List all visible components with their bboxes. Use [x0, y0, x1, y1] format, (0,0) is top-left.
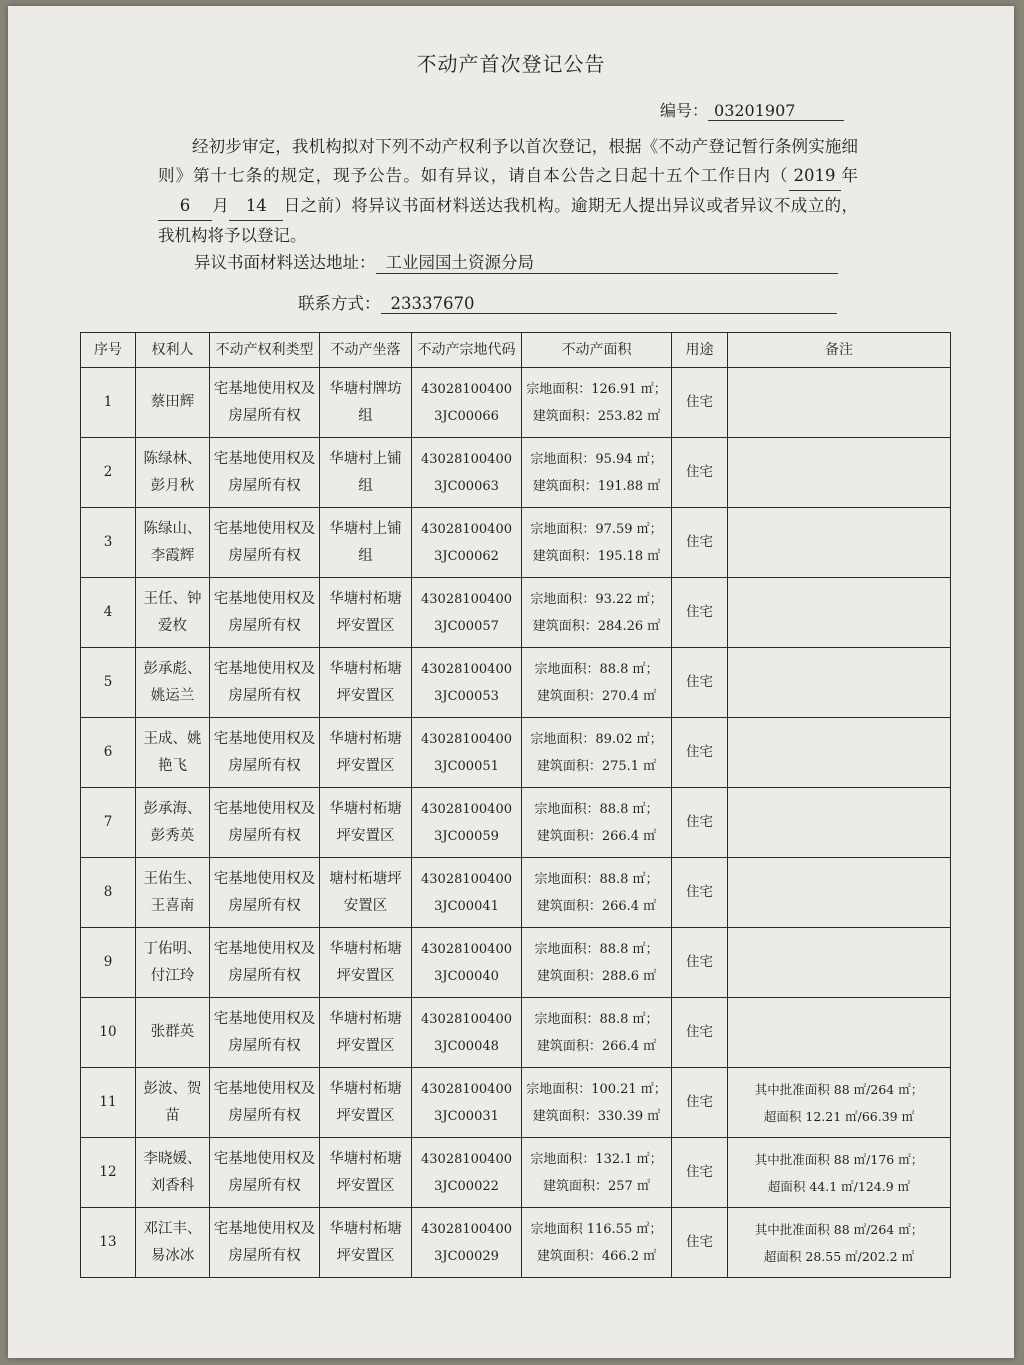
area-cell: 宗地面积：88.8 ㎡； 建筑面积：266.4 ㎡ [522, 788, 672, 858]
owner-cell: 李晓媛、刘香科 [136, 1138, 210, 1208]
parcel-code-cell: 43028100400 3JC00040 [412, 928, 522, 998]
location-cell: 塘村柘塘坪安置区 [320, 858, 412, 928]
table-row [81, 648, 951, 718]
table-row [81, 508, 951, 578]
notice-year: 2019 [789, 161, 841, 191]
page-title: 不动产首次登记公告 [416, 52, 606, 76]
table-row [81, 368, 951, 438]
remarks-cell [728, 508, 951, 578]
address-value: 工业园国土资源分局 [376, 249, 838, 274]
notice-day: 14 [229, 191, 283, 221]
usage-cell: 住宅 [672, 438, 728, 508]
usage-cell: 住宅 [672, 788, 728, 858]
header-cell: 不动产宗地代码 [412, 333, 522, 368]
notice-paragraph [158, 132, 858, 250]
row-number: 5 [81, 648, 136, 718]
table-row [81, 788, 951, 858]
header-cell: 不动产权利类型 [210, 333, 320, 368]
owner-cell: 彭承彪、姚运兰 [136, 648, 210, 718]
contact-label: 联系方式： [298, 294, 381, 313]
remarks-cell [728, 928, 951, 998]
usage-cell: 住宅 [672, 368, 728, 438]
notice-text-2: 日之前）将异议书面材料送达我机构。逾期无人提出异议或者异议不成立的，我机构将予以登记。 [158, 196, 859, 245]
remarks-cell [728, 648, 951, 718]
location-cell: 华塘村柘塘坪安置区 [320, 1068, 412, 1138]
row-number: 1 [81, 368, 136, 438]
notice-month-unit: 月 [212, 196, 230, 215]
document-page [8, 6, 1014, 1358]
row-number: 3 [81, 508, 136, 578]
header-cell: 权利人 [136, 333, 210, 368]
contact-info [298, 290, 837, 314]
row-number: 8 [81, 858, 136, 928]
table-row [81, 928, 951, 998]
area-cell: 宗地面积：88.8 ㎡； 建筑面积：288.6 ㎡ [522, 928, 672, 998]
area-cell: 宗地面积：132.1 ㎡； 建筑面积：257 ㎡ [522, 1138, 672, 1208]
row-number: 11 [81, 1068, 136, 1138]
location-cell: 华塘村上铺组 [320, 438, 412, 508]
area-cell: 宗地面积：88.8 ㎡； 建筑面积：266.4 ㎡ [522, 998, 672, 1068]
parcel-code-cell: 43028100400 3JC00041 [412, 858, 522, 928]
parcel-code-cell: 43028100400 3JC00063 [412, 438, 522, 508]
usage-cell: 住宅 [672, 648, 728, 718]
location-cell: 华塘村柘塘坪安置区 [320, 928, 412, 998]
location-cell: 华塘村柘塘坪安置区 [320, 1138, 412, 1208]
area-cell: 宗地面积 116.55 ㎡； 建筑面积：466.2 ㎡ [522, 1208, 672, 1278]
area-cell: 宗地面积：89.02 ㎡； 建筑面积：275.1 ㎡ [522, 718, 672, 788]
remarks-cell [728, 858, 951, 928]
location-cell: 华塘村柘塘坪安置区 [320, 998, 412, 1068]
row-number: 7 [81, 788, 136, 858]
serial-number [660, 98, 844, 121]
remarks-cell [728, 438, 951, 508]
location-cell: 华塘村柘塘坪安置区 [320, 648, 412, 718]
table-row [81, 1068, 951, 1138]
parcel-code-cell: 43028100400 3JC00066 [412, 368, 522, 438]
area-cell: 宗地面积：88.8 ㎡； 建筑面积：270.4 ㎡ [522, 648, 672, 718]
row-number: 12 [81, 1138, 136, 1208]
parcel-code-cell: 43028100400 3JC00022 [412, 1138, 522, 1208]
remarks-cell [728, 578, 951, 648]
right-type-cell: 宅基地使用权及房屋所有权 [210, 788, 320, 858]
usage-cell: 住宅 [672, 858, 728, 928]
owner-cell: 陈绿林、彭月秋 [136, 438, 210, 508]
right-type-cell: 宅基地使用权及房屋所有权 [210, 928, 320, 998]
parcel-code-cell: 43028100400 3JC00062 [412, 508, 522, 578]
area-cell: 宗地面积：100.21 ㎡； 建筑面积：330.39 ㎡ [522, 1068, 672, 1138]
right-type-cell: 宅基地使用权及房屋所有权 [210, 858, 320, 928]
address-label: 异议书面材料送达地址： [194, 253, 376, 272]
right-type-cell: 宅基地使用权及房屋所有权 [210, 578, 320, 648]
table-row [81, 438, 951, 508]
right-type-cell: 宅基地使用权及房屋所有权 [210, 718, 320, 788]
parcel-code-cell: 43028100400 3JC00029 [412, 1208, 522, 1278]
remarks-cell: 其中批准面积 88 ㎡/176 ㎡； 超面积 44.1 ㎡/124.9 ㎡ [728, 1138, 951, 1208]
remarks-cell [728, 368, 951, 438]
owner-cell: 王佑生、王喜南 [136, 858, 210, 928]
notice-text-1: 经初步审定，我机构拟对下列不动产权利予以首次登记，根据《不动产登记暂行条例实施细则》第十七条的规定，现予公告。如有异议，请自本公告之日起十五个工作日内（ [158, 137, 858, 185]
remarks-cell: 其中批准面积 88 ㎡/264 ㎡； 超面积 12.21 ㎡/66.39 ㎡ [728, 1068, 951, 1138]
table-row [81, 1208, 951, 1278]
location-cell: 华塘村柘塘坪安置区 [320, 578, 412, 648]
row-number: 6 [81, 718, 136, 788]
header-cell: 用途 [672, 333, 728, 368]
row-number: 9 [81, 928, 136, 998]
remarks-cell [728, 998, 951, 1068]
parcel-code-cell: 43028100400 3JC00031 [412, 1068, 522, 1138]
right-type-cell: 宅基地使用权及房屋所有权 [210, 508, 320, 578]
table-header-row [81, 333, 951, 368]
remarks-cell [728, 718, 951, 788]
table-row [81, 718, 951, 788]
owner-cell: 丁佑明、付江玲 [136, 928, 210, 998]
location-cell: 华塘村上铺组 [320, 508, 412, 578]
right-type-cell: 宅基地使用权及房屋所有权 [210, 998, 320, 1068]
right-type-cell: 宅基地使用权及房屋所有权 [210, 1068, 320, 1138]
area-cell: 宗地面积：97.59 ㎡； 建筑面积：195.18 ㎡ [522, 508, 672, 578]
right-type-cell: 宅基地使用权及房屋所有权 [210, 1138, 320, 1208]
area-cell: 宗地面积：93.22 ㎡； 建筑面积：284.26 ㎡ [522, 578, 672, 648]
owner-cell: 陈绿山、李霞辉 [136, 508, 210, 578]
usage-cell: 住宅 [672, 1208, 728, 1278]
header-cell: 不动产坐落 [320, 333, 412, 368]
owner-cell: 王成、姚艳飞 [136, 718, 210, 788]
location-cell: 华塘村柘塘坪安置区 [320, 718, 412, 788]
location-cell: 华塘村牌坊组 [320, 368, 412, 438]
right-type-cell: 宅基地使用权及房屋所有权 [210, 368, 320, 438]
usage-cell: 住宅 [672, 998, 728, 1068]
notice-month: 6 [158, 191, 212, 221]
usage-cell: 住宅 [672, 928, 728, 998]
parcel-code-cell: 43028100400 3JC00057 [412, 578, 522, 648]
owner-cell: 张群英 [136, 998, 210, 1068]
owner-cell: 蔡田辉 [136, 368, 210, 438]
parcel-code-cell: 43028100400 3JC00051 [412, 718, 522, 788]
area-cell: 宗地面积：95.94 ㎡； 建筑面积：191.88 ㎡ [522, 438, 672, 508]
area-cell: 宗地面积：88.8 ㎡； 建筑面积：266.4 ㎡ [522, 858, 672, 928]
owner-cell: 彭波、贺苗 [136, 1068, 210, 1138]
table-body [81, 368, 951, 1278]
table-row [81, 998, 951, 1068]
usage-cell: 住宅 [672, 718, 728, 788]
owner-cell: 彭承海、彭秀英 [136, 788, 210, 858]
table-row [81, 578, 951, 648]
usage-cell: 住宅 [672, 508, 728, 578]
right-type-cell: 宅基地使用权及房屋所有权 [210, 1208, 320, 1278]
table-row [81, 858, 951, 928]
objection-address [194, 249, 838, 274]
usage-cell: 住宅 [672, 1138, 728, 1208]
notice-year-unit: 年 [840, 166, 859, 185]
header-cell: 不动产面积 [522, 333, 672, 368]
row-number: 10 [81, 998, 136, 1068]
usage-cell: 住宅 [672, 1068, 728, 1138]
parcel-code-cell: 43028100400 3JC00059 [412, 788, 522, 858]
location-cell: 华塘村柘塘坪安置区 [320, 1208, 412, 1278]
right-type-cell: 宅基地使用权及房屋所有权 [210, 438, 320, 508]
serial-label: 编号： [660, 101, 709, 120]
row-number: 13 [81, 1208, 136, 1278]
usage-cell: 住宅 [672, 578, 728, 648]
row-number: 4 [81, 578, 136, 648]
area-cell: 宗地面积：126.91 ㎡； 建筑面积：253.82 ㎡ [522, 368, 672, 438]
contact-value: 23337670 [381, 294, 837, 314]
right-type-cell: 宅基地使用权及房屋所有权 [210, 648, 320, 718]
remarks-cell [728, 788, 951, 858]
parcel-code-cell: 43028100400 3JC00048 [412, 998, 522, 1068]
header-cell: 备注 [728, 333, 951, 368]
header-cell: 序号 [81, 333, 136, 368]
registration-table [80, 332, 951, 1278]
serial-value: 03201907 [708, 101, 844, 121]
table-row [81, 1138, 951, 1208]
location-cell: 华塘村柘塘坪安置区 [320, 788, 412, 858]
owner-cell: 邓江丰、易冰冰 [136, 1208, 210, 1278]
remarks-cell: 其中批准面积 88 ㎡/264 ㎡； 超面积 28.55 ㎡/202.2 ㎡ [728, 1208, 951, 1278]
parcel-code-cell: 43028100400 3JC00053 [412, 648, 522, 718]
row-number: 2 [81, 438, 136, 508]
owner-cell: 王任、钟爱枚 [136, 578, 210, 648]
